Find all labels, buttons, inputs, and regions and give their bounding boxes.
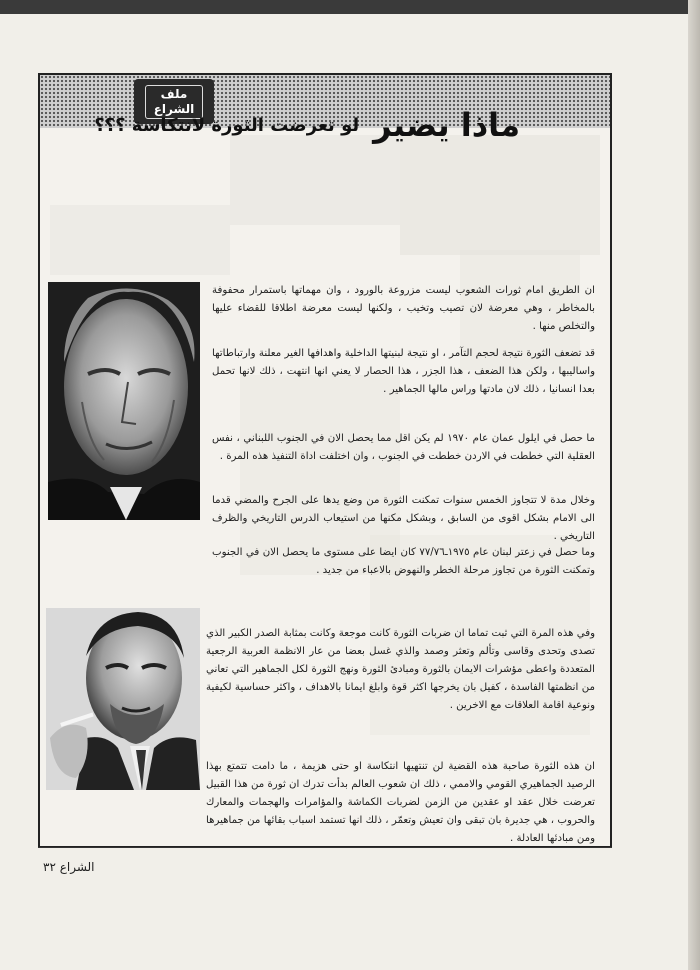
paragraph-3: ما حصل في ايلول عمان عام ١٩٧٠ لم يكن اقل مما يحصل الان في الجنوب اللبناني ، نفس العقلية التي خططت في الاردن خططت في الجنوب ، وان اختلفت اداة التنفيذ هذه المرة . [212, 433, 595, 462]
page-folio: الشراع ٣٢ [43, 860, 95, 874]
paragraph-2: قد تضعف الثورة نتيجة لحجم التآمر ، او نتيجة لبنيتها الداخلية واهدافها الغير معلنة وارتباطاتها واساليبها ، ولكن هذا الضعف ، هذا الجزر ، هذا الحصار لا يعني انها انتهت ، ذلك لانها تحمل بعدا انسانيا ، ذلك لان مادتها وراس مالها الجماهير . [212, 348, 595, 395]
badge-line2: الشراع [153, 101, 195, 116]
paragraph-6: وفي هذه المرة التي ثبت تماما ان ضربات الثورة كانت موجعة وكانت بمثابة الصدر الكبير الذي تصدى وتحدى وقاسى وتألم وتعثر وصمد والذي غسل بعضا من عار الانظمة العربية الرجعية المتعددة واعطى مؤشرات الايمان بالثورة ومبادئ الثورة ونهج الثورة لكل الجماهير التي تعاني من انظمتها الفاسدة ، كفيل بان يخرجها اكثر قوة وابلغ ايمانا بالاهداف ، واكثر حساسية لكيفية ونوعية اقامة العلاقات مع الاخرين . [206, 628, 595, 711]
paragraph-4: وخلال مدة لا تتجاوز الخمس سنوات تمكنت الثورة من وضع يدها على الجرح والمضي قدما الى الامام بشكل اقوى من السابق ، وبشكل مكنها من استيعاب الدرس التاريخي والظرف التاريخي . [212, 495, 595, 542]
bottom-rule [38, 847, 612, 848]
paragraph-7: ان هذه الثورة صاحبة هذه القضية لن تنتهيها انتكاسة او حتى هزيمة ، ما دامت تتمتع بهذا الرصيد الجماهيري القومي والاممي ، ذلك ان شعوب العالم بدأت تدرك ان ثورة من هذا القبيل تعرضت خلال عقد او عقدين من الزمن لضربات الكماشة والمؤامرات والهجمات والمعارك والحروب ، هي جديرة بان تبقى وان تعيش وتعمّر ، ذلك انها تستمد اسباب بقائها من جماهيرها ومن مبادئها العادلة . [206, 761, 595, 844]
portrait-man-smoking [46, 608, 200, 790]
page-edge [688, 0, 700, 970]
bleed-through-ghost [400, 135, 600, 255]
paragraph-1: ان الطريق امام ثورات الشعوب ليست مزروعة بالورود ، وان مهماتها باستمرار محفوفة بالمخاطر ، وهي معرضة لان تصيب وتخيب ، ولكنها ليست معرضة اطلاقا للقضاء عليها والتخلص منها . [212, 285, 595, 332]
bleed-through-ghost [230, 135, 400, 225]
bleed-through-ghost [50, 205, 230, 275]
headline-main: ماذا يضير [373, 106, 520, 144]
portrait-elderly-man-icon [48, 282, 200, 520]
badge-line1: ملف [160, 86, 188, 101]
portrait-elderly-man [48, 282, 200, 520]
headline-sub: لو تعرضت الثورة لانتكاسة ؟؟؟ [94, 114, 360, 136]
headline [60, 105, 520, 145]
paragraph-5: وما حصل في زعتر لبنان عام ١٩٧٥ـ٧٧/٧٦ كان ايضا على مستوى ما يحصل الان في الجنوب وتمكنت الثورة من تجاوز مرحلة الخطر والنهوض بالاعباء من جديد . [212, 547, 595, 576]
portrait-man-smoking-icon [46, 608, 200, 790]
